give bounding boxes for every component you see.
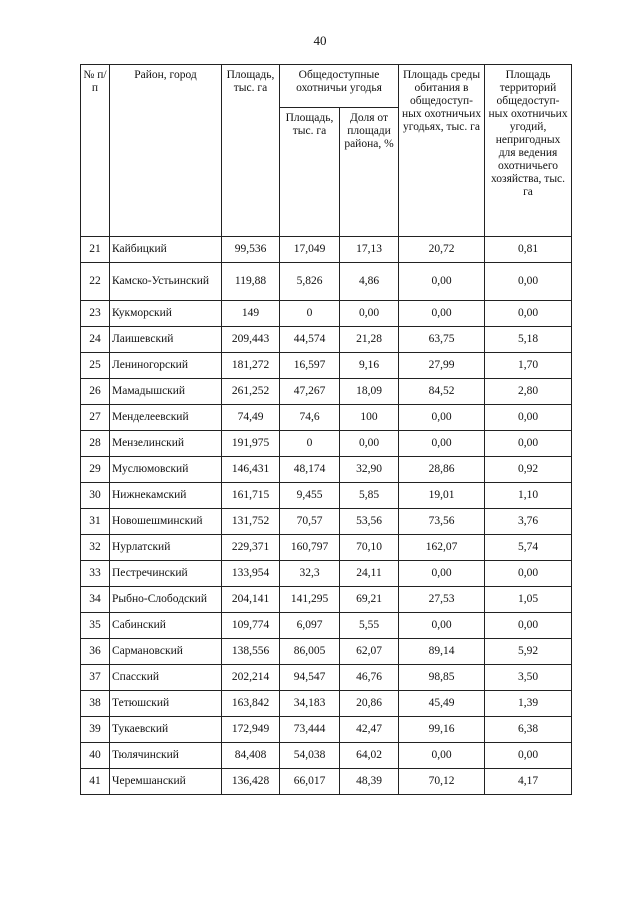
row-district: Камско-Устьинский [110, 263, 222, 301]
table-row [81, 405, 572, 431]
row-number: 33 [81, 561, 110, 587]
row-habitat-area: 162,07 [399, 535, 485, 561]
row-unfit-area: 5,18 [485, 327, 572, 353]
table-row [81, 535, 572, 561]
row-unfit-area: 0,00 [485, 743, 572, 769]
row-public-share: 9,16 [340, 353, 399, 379]
row-area: 209,443 [222, 327, 280, 353]
row-district: Муслюмовский [110, 457, 222, 483]
row-number: 26 [81, 379, 110, 405]
row-public-share: 62,07 [340, 639, 399, 665]
row-public-area: 66,017 [280, 769, 340, 795]
table-row [81, 263, 572, 301]
row-district: Тукаевский [110, 717, 222, 743]
row-habitat-area: 70,12 [399, 769, 485, 795]
row-number: 37 [81, 665, 110, 691]
row-unfit-area: 0,00 [485, 613, 572, 639]
row-unfit-area: 4,17 [485, 769, 572, 795]
row-district: Рыбно-Слободский [110, 587, 222, 613]
row-habitat-area: 45,49 [399, 691, 485, 717]
row-number: 24 [81, 327, 110, 353]
row-number: 30 [81, 483, 110, 509]
table-row [81, 483, 572, 509]
row-public-share: 17,13 [340, 237, 399, 263]
row-habitat-area: 98,85 [399, 665, 485, 691]
row-number: 40 [81, 743, 110, 769]
row-habitat-area: 73,56 [399, 509, 485, 535]
row-number: 34 [81, 587, 110, 613]
row-public-area: 5,826 [280, 263, 340, 301]
row-unfit-area: 0,81 [485, 237, 572, 263]
row-area: 131,752 [222, 509, 280, 535]
header-unfit: Площадь территорий общедоступ-ных охотничьих угодий, непригодных для ведения охотничьего хозяйства, тыс. га [485, 65, 572, 237]
row-unfit-area: 2,80 [485, 379, 572, 405]
row-public-share: 20,86 [340, 691, 399, 717]
row-public-area: 32,3 [280, 561, 340, 587]
table-row [81, 743, 572, 769]
row-public-share: 0,00 [340, 301, 399, 327]
row-unfit-area: 5,74 [485, 535, 572, 561]
row-area: 261,252 [222, 379, 280, 405]
row-public-area: 48,174 [280, 457, 340, 483]
row-public-area: 74,6 [280, 405, 340, 431]
row-habitat-area: 0,00 [399, 301, 485, 327]
row-public-area: 47,267 [280, 379, 340, 405]
row-public-area: 0 [280, 301, 340, 327]
row-number: 23 [81, 301, 110, 327]
row-habitat-area: 0,00 [399, 743, 485, 769]
row-public-share: 70,10 [340, 535, 399, 561]
row-habitat-area: 0,00 [399, 561, 485, 587]
row-area: 181,272 [222, 353, 280, 379]
table-row [81, 691, 572, 717]
row-number: 31 [81, 509, 110, 535]
row-public-share: 100 [340, 405, 399, 431]
row-public-share: 48,39 [340, 769, 399, 795]
row-area: 172,949 [222, 717, 280, 743]
table-row [81, 769, 572, 795]
row-number: 36 [81, 639, 110, 665]
row-district: Лаишевский [110, 327, 222, 353]
row-public-area: 54,038 [280, 743, 340, 769]
table-row [81, 327, 572, 353]
row-public-area: 70,57 [280, 509, 340, 535]
row-unfit-area: 1,10 [485, 483, 572, 509]
row-public-area: 0 [280, 431, 340, 457]
row-number: 38 [81, 691, 110, 717]
row-number: 29 [81, 457, 110, 483]
row-public-share: 18,09 [340, 379, 399, 405]
table-row [81, 431, 572, 457]
row-unfit-area: 0,00 [485, 263, 572, 301]
row-unfit-area: 0,00 [485, 301, 572, 327]
row-number: 25 [81, 353, 110, 379]
row-habitat-area: 84,52 [399, 379, 485, 405]
row-public-area: 73,444 [280, 717, 340, 743]
header-public-share: Доля от площади района, % [340, 108, 399, 237]
row-habitat-area: 27,53 [399, 587, 485, 613]
row-public-share: 53,56 [340, 509, 399, 535]
row-unfit-area: 1,70 [485, 353, 572, 379]
row-number: 27 [81, 405, 110, 431]
row-public-share: 69,21 [340, 587, 399, 613]
row-public-share: 32,90 [340, 457, 399, 483]
page-number: 40 [313, 33, 327, 48]
table-body [81, 237, 572, 795]
row-number: 28 [81, 431, 110, 457]
row-number: 22 [81, 263, 110, 301]
row-number: 32 [81, 535, 110, 561]
table-row [81, 509, 572, 535]
row-public-share: 0,00 [340, 431, 399, 457]
row-public-area: 34,183 [280, 691, 340, 717]
table-row [81, 301, 572, 327]
table-row [81, 561, 572, 587]
row-area: 74,49 [222, 405, 280, 431]
row-area: 163,842 [222, 691, 280, 717]
row-area: 136,428 [222, 769, 280, 795]
row-public-area: 160,797 [280, 535, 340, 561]
row-district: Мензелинский [110, 431, 222, 457]
row-habitat-area: 99,16 [399, 717, 485, 743]
row-district: Менделеевский [110, 405, 222, 431]
table-row [81, 237, 572, 263]
row-public-area: 44,574 [280, 327, 340, 353]
row-number: 41 [81, 769, 110, 795]
row-public-area: 86,005 [280, 639, 340, 665]
table-row [81, 457, 572, 483]
table-row [81, 379, 572, 405]
row-unfit-area: 1,05 [485, 587, 572, 613]
row-district: Тюлячинский [110, 743, 222, 769]
table-row [81, 639, 572, 665]
row-district: Пестречинский [110, 561, 222, 587]
table-row [81, 613, 572, 639]
row-number: 21 [81, 237, 110, 263]
row-unfit-area: 3,76 [485, 509, 572, 535]
header-public-area: Площадь, тыс. га [280, 108, 340, 237]
header-district: Район, город [110, 65, 222, 237]
table-row [81, 717, 572, 743]
row-public-area: 141,295 [280, 587, 340, 613]
table-header [81, 65, 572, 237]
row-district: Новошешминский [110, 509, 222, 535]
row-area: 109,774 [222, 613, 280, 639]
row-area: 84,408 [222, 743, 280, 769]
row-district: Лениногорский [110, 353, 222, 379]
row-unfit-area: 6,38 [485, 717, 572, 743]
row-area: 161,715 [222, 483, 280, 509]
row-public-area: 6,097 [280, 613, 340, 639]
row-area: 99,536 [222, 237, 280, 263]
row-district: Кайбицкий [110, 237, 222, 263]
row-unfit-area: 0,92 [485, 457, 572, 483]
row-habitat-area: 0,00 [399, 405, 485, 431]
row-habitat-area: 89,14 [399, 639, 485, 665]
row-public-share: 5,85 [340, 483, 399, 509]
table-row [81, 665, 572, 691]
table-row [81, 353, 572, 379]
row-district: Спасский [110, 665, 222, 691]
row-habitat-area: 28,86 [399, 457, 485, 483]
hunting-grounds-table [80, 64, 572, 795]
row-area: 146,431 [222, 457, 280, 483]
row-district: Сармановский [110, 639, 222, 665]
row-district: Кукморский [110, 301, 222, 327]
row-area: 204,141 [222, 587, 280, 613]
row-public-share: 21,28 [340, 327, 399, 353]
row-public-share: 64,02 [340, 743, 399, 769]
row-public-share: 46,76 [340, 665, 399, 691]
row-habitat-area: 19,01 [399, 483, 485, 509]
row-area: 138,556 [222, 639, 280, 665]
row-public-area: 17,049 [280, 237, 340, 263]
header-habitat: Площадь среды обитания в общедоступ-ных охотничьих угодьях, тыс. га [399, 65, 485, 237]
row-habitat-area: 63,75 [399, 327, 485, 353]
row-area: 229,371 [222, 535, 280, 561]
row-public-share: 24,11 [340, 561, 399, 587]
row-public-area: 9,455 [280, 483, 340, 509]
row-area: 202,214 [222, 665, 280, 691]
row-district: Черемшанский [110, 769, 222, 795]
row-area: 149 [222, 301, 280, 327]
row-habitat-area: 0,00 [399, 263, 485, 301]
row-public-area: 16,597 [280, 353, 340, 379]
row-district: Тетюшский [110, 691, 222, 717]
row-public-share: 5,55 [340, 613, 399, 639]
row-habitat-area: 20,72 [399, 237, 485, 263]
row-area: 119,88 [222, 263, 280, 301]
row-public-area: 94,547 [280, 665, 340, 691]
row-district: Нурлатский [110, 535, 222, 561]
header-public-grounds: Общедоступные охотничьи угодья [280, 65, 399, 108]
row-number: 35 [81, 613, 110, 639]
table-row [81, 587, 572, 613]
row-unfit-area: 0,00 [485, 561, 572, 587]
row-public-share: 42,47 [340, 717, 399, 743]
row-number: 39 [81, 717, 110, 743]
row-area: 133,954 [222, 561, 280, 587]
row-unfit-area: 1,39 [485, 691, 572, 717]
row-unfit-area: 3,50 [485, 665, 572, 691]
row-habitat-area: 27,99 [399, 353, 485, 379]
row-district: Мамадышский [110, 379, 222, 405]
row-habitat-area: 0,00 [399, 431, 485, 457]
row-public-share: 4,86 [340, 263, 399, 301]
header-no: № п/п [81, 65, 110, 237]
row-district: Сабинский [110, 613, 222, 639]
row-unfit-area: 0,00 [485, 405, 572, 431]
row-unfit-area: 5,92 [485, 639, 572, 665]
row-district: Нижнекамский [110, 483, 222, 509]
row-unfit-area: 0,00 [485, 431, 572, 457]
row-habitat-area: 0,00 [399, 613, 485, 639]
row-area: 191,975 [222, 431, 280, 457]
header-area: Площадь, тыс. га [222, 65, 280, 237]
